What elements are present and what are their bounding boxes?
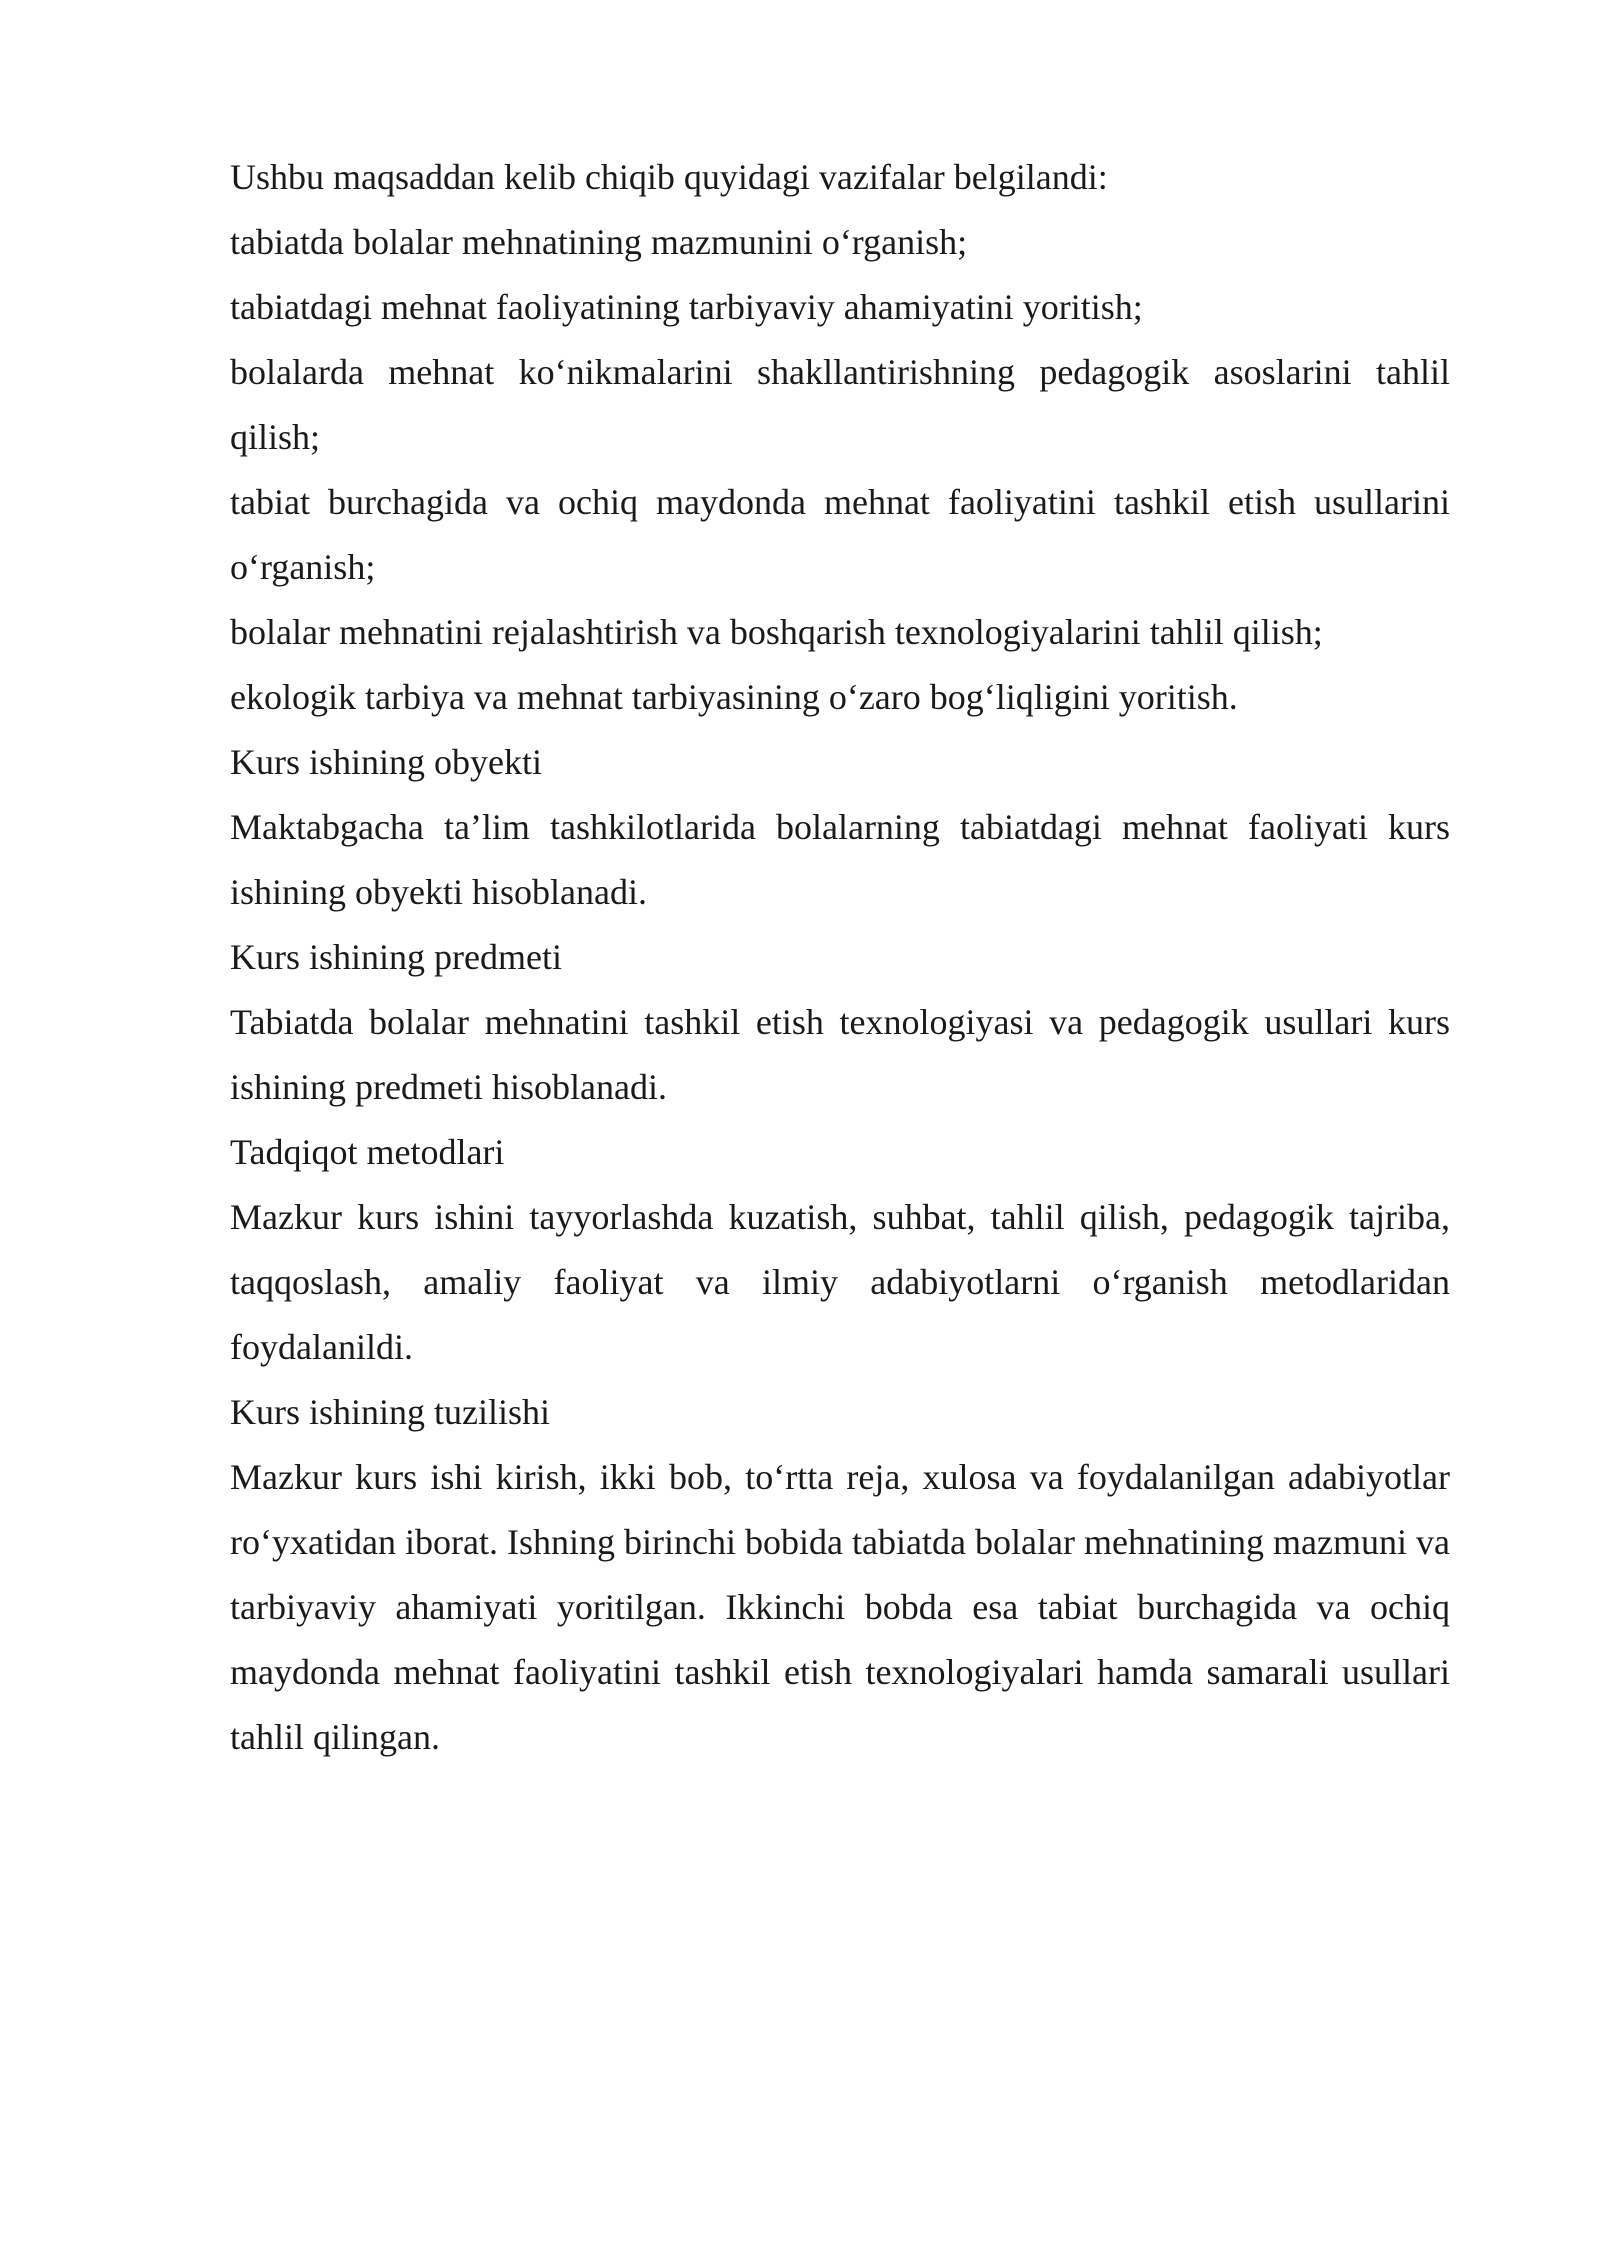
subject-paragraph: Tabiatda bolalar mehnatini tashkil etish texnologiyasi va pedagogik usullari kurs ishining predmeti hisoblanadi. [230,1002,1450,1107]
task-item-1: tabiatda bolalar mehnatining mazmunini o‘rganish; [230,222,968,262]
task-item-5: bolalar mehnatini rejalashtirish va boshqarish texnologiyalarini tahlil qilish; [230,612,1323,652]
structure-heading: Kurs ishining tuzilishi [230,1392,551,1432]
structure-paragraph: Mazkur kurs ishi kirish, ikki bob, to‘rtta reja, xulosa va foydalanilgan adabiyotlar ro‘yxatidan iborat. Ishning birinchi bobida tabiatda bolalar mehnatining mazmuni va tarbiyaviy ahamiyati yoritilgan. Ikkinchi bobda esa tabiat burchagida va ochiq maydonda mehnat faoliyatini tashkil etish texnologiyalari hamda samarali usullari tahlil qilingan. [230,1457,1450,1757]
task-item-2: tabiatdagi mehnat faoliyatining tarbiyaviy ahamiyatini yoritish; [230,287,1143,327]
subject-heading: Kurs ishining predmeti [230,937,562,977]
methods-heading: Tadqiqot metodlari [230,1132,505,1172]
intro-paragraph: Ushbu maqsaddan kelib chiqib quyidagi vazifalar belgilandi: [230,157,1108,197]
task-item-3: bolalarda mehnat ko‘nikmalarini shakllantirishning pedagogik asoslarini tahlil qilish; [230,352,1450,457]
methods-paragraph: Mazkur kurs ishini tayyorlashda kuzatish, suhbat, tahlil qilish, pedagogik tajriba, taqqoslash, amaliy faoliyat va ilmiy adabiyotlarni o‘rganish metodlaridan foydalanildi. [230,1197,1450,1367]
task-item-4: tabiat burchagida va ochiq maydonda mehnat faoliyatini tashkil etish usullarini o‘rganish; [230,482,1450,587]
object-paragraph: Maktabgacha ta’lim tashkilotlarida bolalarning tabiatdagi mehnat faoliyati kurs ishining obyekti hisoblanadi. [230,807,1450,912]
document-body [230,145,1450,1770]
task-item-6: ekologik tarbiya va mehnat tarbiyasining o‘zaro bog‘liqligini yoritish. [230,677,1238,717]
object-heading: Kurs ishining obyekti [230,742,542,782]
